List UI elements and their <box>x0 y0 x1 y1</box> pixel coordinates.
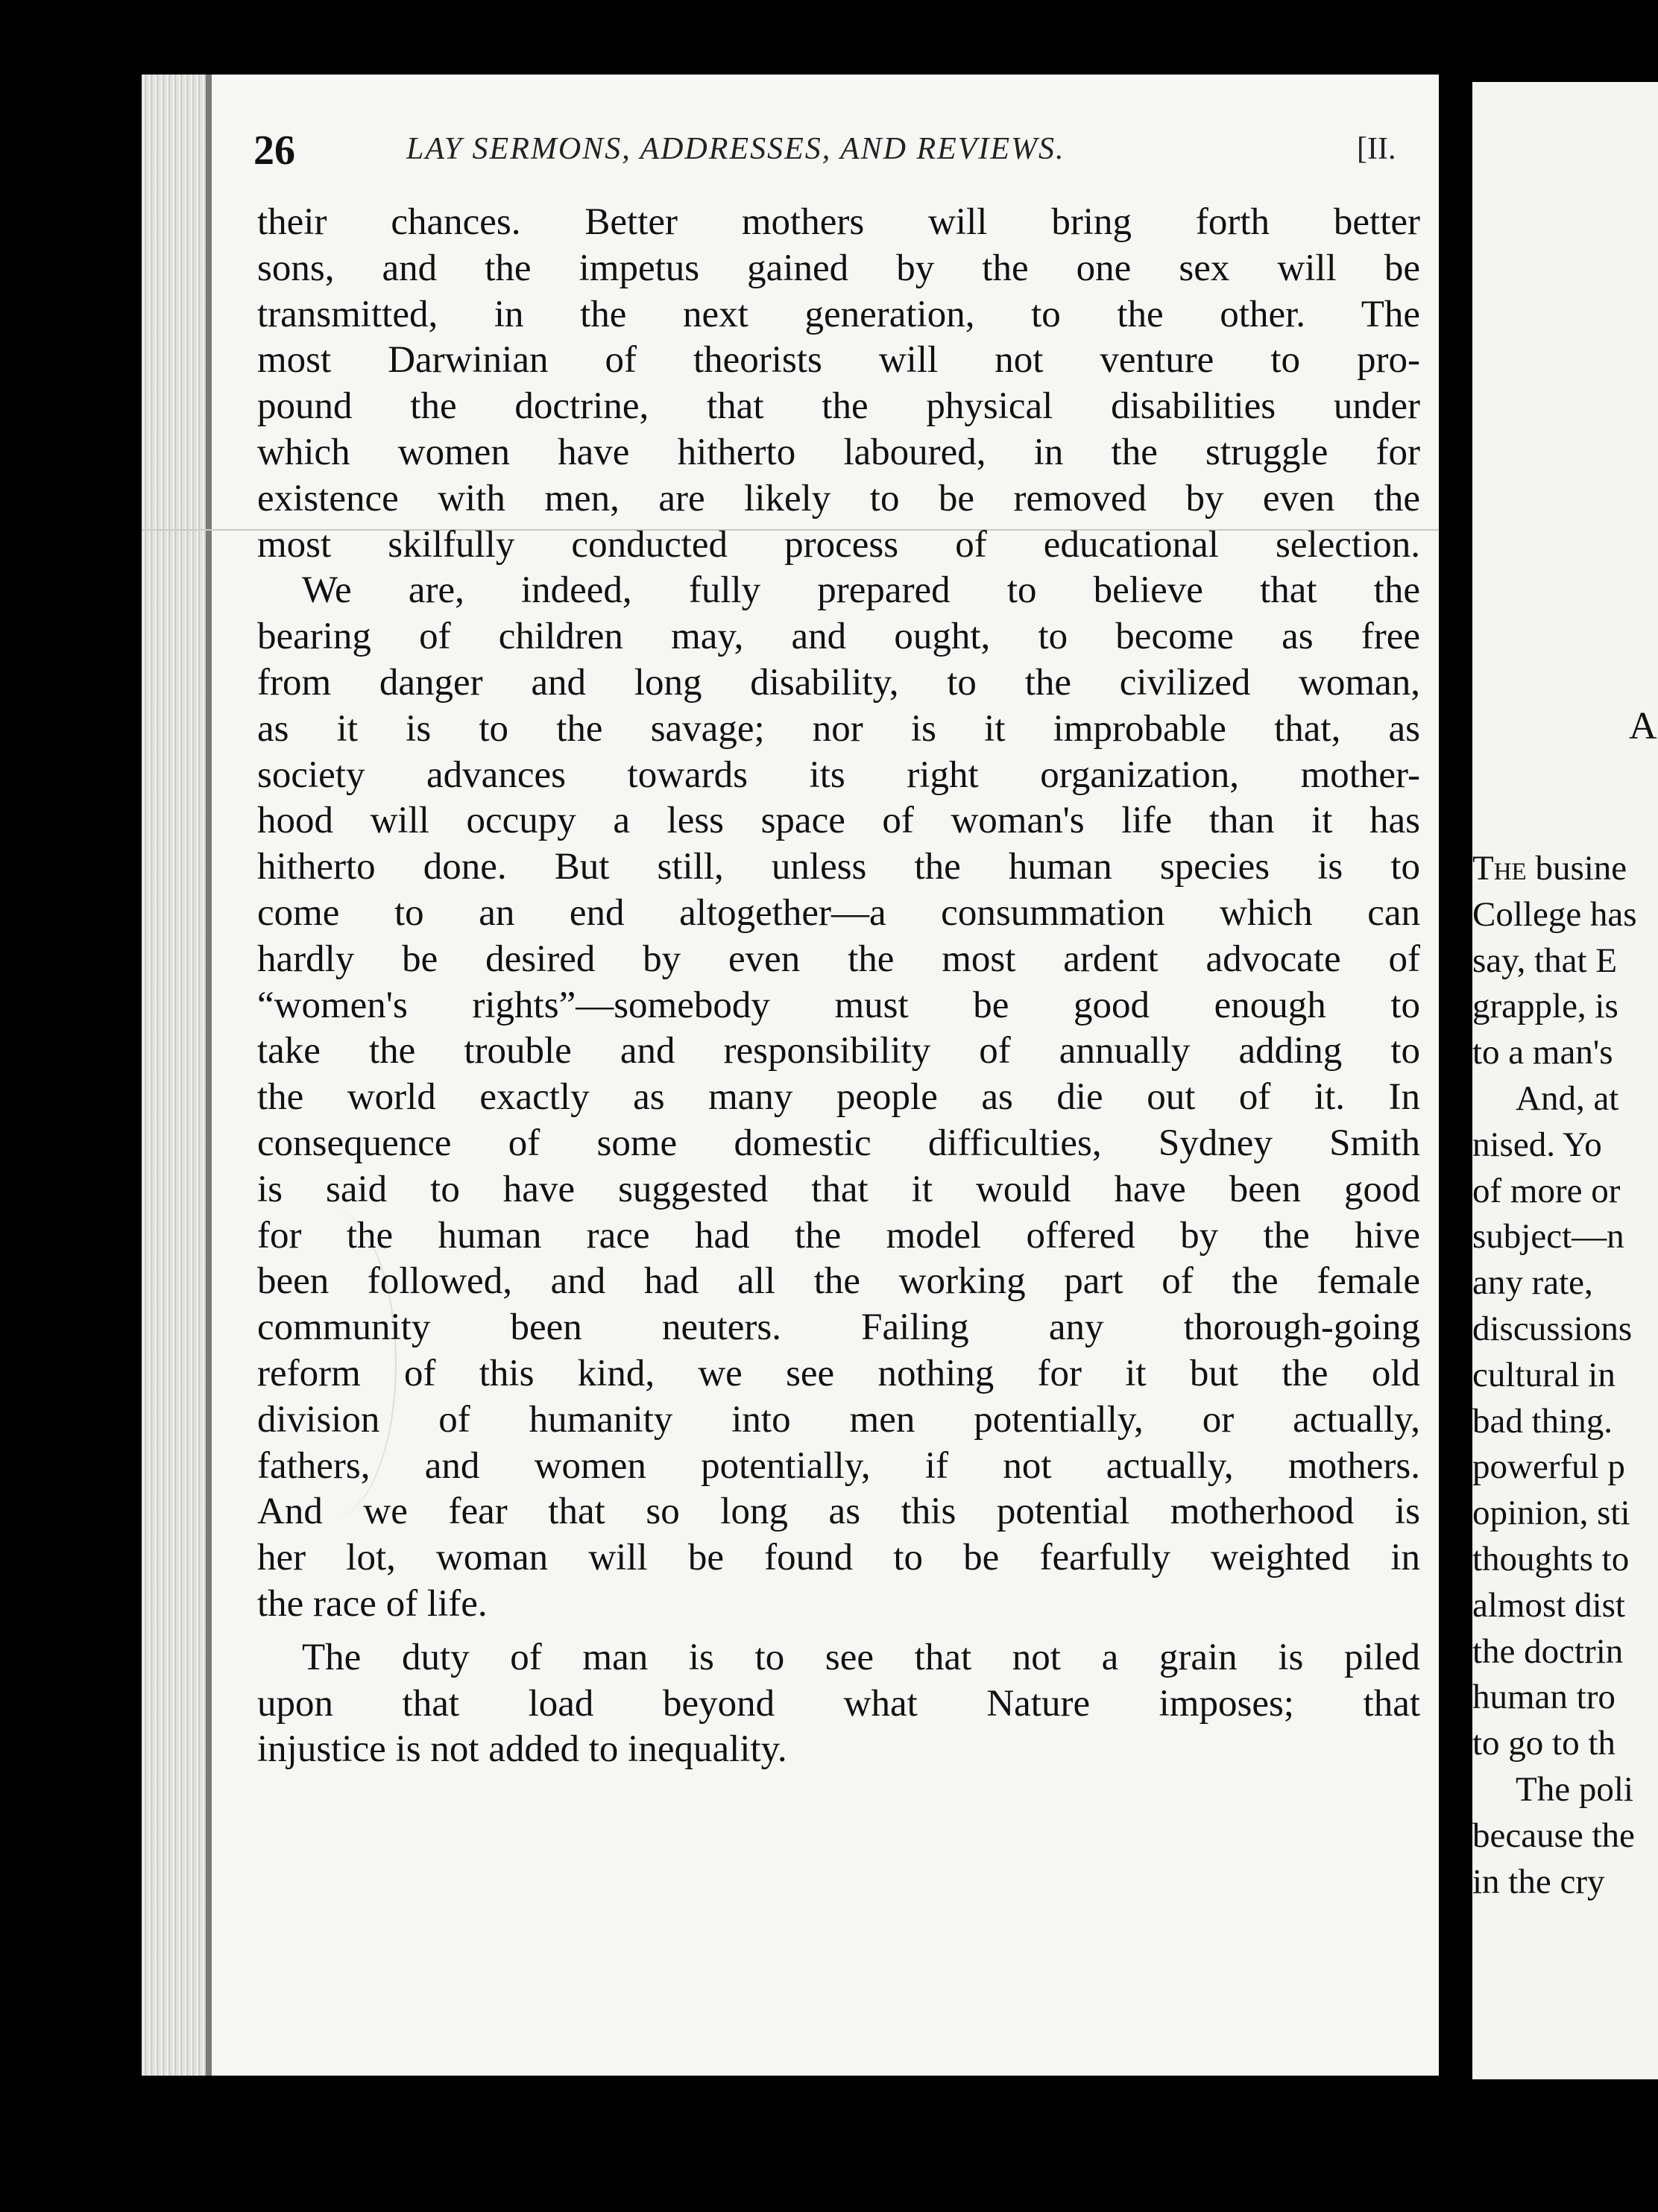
text-line: reform of this kind, we see nothing for it but the old <box>257 1352 1420 1394</box>
text-line: We are, indeed, fully prepared to believe that the <box>302 569 1420 612</box>
text-line: the race of life. <box>257 1582 488 1625</box>
right-text-line: nised. Yo <box>1472 1125 1602 1164</box>
text-line: from danger and long disability, to the civilized woman, <box>257 661 1420 704</box>
text-line: injustice is not added to inequality. <box>257 1728 787 1771</box>
text-line: consequence of some domestic difficulties, Sydney Smith <box>257 1122 1420 1164</box>
right-text-line: to go to th <box>1472 1724 1616 1763</box>
right-text-line: bad thing. <box>1472 1401 1613 1441</box>
right-page-heading-fragment: A <box>1629 705 1657 748</box>
page-number: 26 <box>253 127 295 174</box>
text-line: most skilfully conducted process of educational selection. <box>257 523 1420 566</box>
right-text-line: discussions <box>1472 1309 1633 1348</box>
right-page-text <box>1472 846 1658 1905</box>
text-line: hitherto done. But still, unless the human species is to <box>257 846 1420 888</box>
right-text-line: College has <box>1472 894 1637 934</box>
text-line: upon that load beyond what Nature imposes; that <box>257 1682 1420 1725</box>
text-line: their chances. Better mothers will bring forth better <box>257 201 1420 243</box>
right-text-line: opinion, sti <box>1472 1494 1630 1533</box>
right-text-line: almost dist <box>1472 1585 1625 1625</box>
page-fold <box>206 75 212 2076</box>
text-line: most Darwinian of theorists will not venture to pro- <box>257 339 1420 382</box>
right-text-line: human tro <box>1472 1678 1616 1717</box>
right-text-line: The poli <box>1516 1769 1633 1809</box>
small-caps-lead: The <box>1472 849 1527 888</box>
right-text-line: subject—n <box>1472 1217 1624 1257</box>
text-line: is said to have suggested that it would have been good <box>257 1168 1420 1210</box>
line-rest: busine <box>1526 849 1627 888</box>
right-text-line: in the cry <box>1472 1862 1605 1901</box>
section-mark: [II. <box>1357 132 1396 166</box>
text-line: hardly be desired by even the most ardent advocate of <box>257 938 1420 980</box>
text-line: And we fear that so long as this potential motherhood is <box>257 1491 1420 1533</box>
text-line: transmitted, in the next generation, to the other. The <box>257 293 1420 335</box>
right-text-line: And, at <box>1516 1078 1619 1118</box>
text-line: pound the doctrine, that the physical disabilities under <box>257 385 1420 428</box>
text-line: fathers, and women potentially, if not actually, mothers. <box>257 1444 1420 1487</box>
page-header <box>253 127 1416 179</box>
text-line: sons, and the impetus gained by the one sex will be <box>257 247 1420 289</box>
text-line: which women have hitherto laboured, in the struggle for <box>257 431 1420 473</box>
text-line: bearing of children may, and ought, to become as free <box>257 616 1420 658</box>
right-text-line <box>1472 846 1658 892</box>
text-line: community been neuters. Failing any thorough-going <box>257 1306 1420 1349</box>
text-line: the world exactly as many people as die out of it. In <box>257 1076 1420 1119</box>
right-text-line: say, that E <box>1472 941 1618 980</box>
text-line: as it is to the savage; nor is it improbable that, as <box>257 707 1420 750</box>
text-line: take the trouble and responsibility of annually adding to <box>257 1030 1420 1072</box>
right-text-line: cultural in <box>1472 1355 1616 1394</box>
text-line: division of humanity into men potentially, or actually, <box>257 1398 1420 1441</box>
right-text-line: of more or <box>1472 1171 1621 1210</box>
right-text-line: powerful p <box>1472 1447 1625 1487</box>
right-text-line: because the <box>1472 1816 1635 1855</box>
right-text-line: to a man's <box>1472 1033 1613 1072</box>
body-text <box>257 200 1420 1773</box>
text-line: The duty of man is to see that not a grain is piled <box>302 1636 1420 1678</box>
text-line: “women's rights”—somebody must be good enough to <box>257 984 1420 1026</box>
text-line: existence with men, are likely to be removed by even the <box>257 477 1420 519</box>
text-line: hood will occupy a less space of woman's life than it has <box>257 800 1420 842</box>
running-title: LAY SERMONS, ADDRESSES, AND REVIEWS. <box>406 132 1065 166</box>
text-line: her lot, woman will be found to be fearfully weighted in <box>257 1537 1420 1579</box>
right-text-line: grapple, is <box>1472 987 1618 1026</box>
right-page <box>1472 82 1658 2079</box>
gutter <box>1439 75 1472 2087</box>
right-text-line: any rate, <box>1472 1263 1593 1303</box>
text-line: society advances towards its right organization, mother- <box>257 753 1420 796</box>
page-edges <box>142 75 209 2076</box>
text-line: for the human race had the model offered by the hive <box>257 1214 1420 1257</box>
right-text-line: the doctrin <box>1472 1631 1624 1671</box>
text-line: been followed, and had all the working part of the female <box>257 1260 1420 1303</box>
text-line: come to an end altogether—a consummation which can <box>257 891 1420 934</box>
right-text-line: thoughts to <box>1472 1539 1630 1579</box>
